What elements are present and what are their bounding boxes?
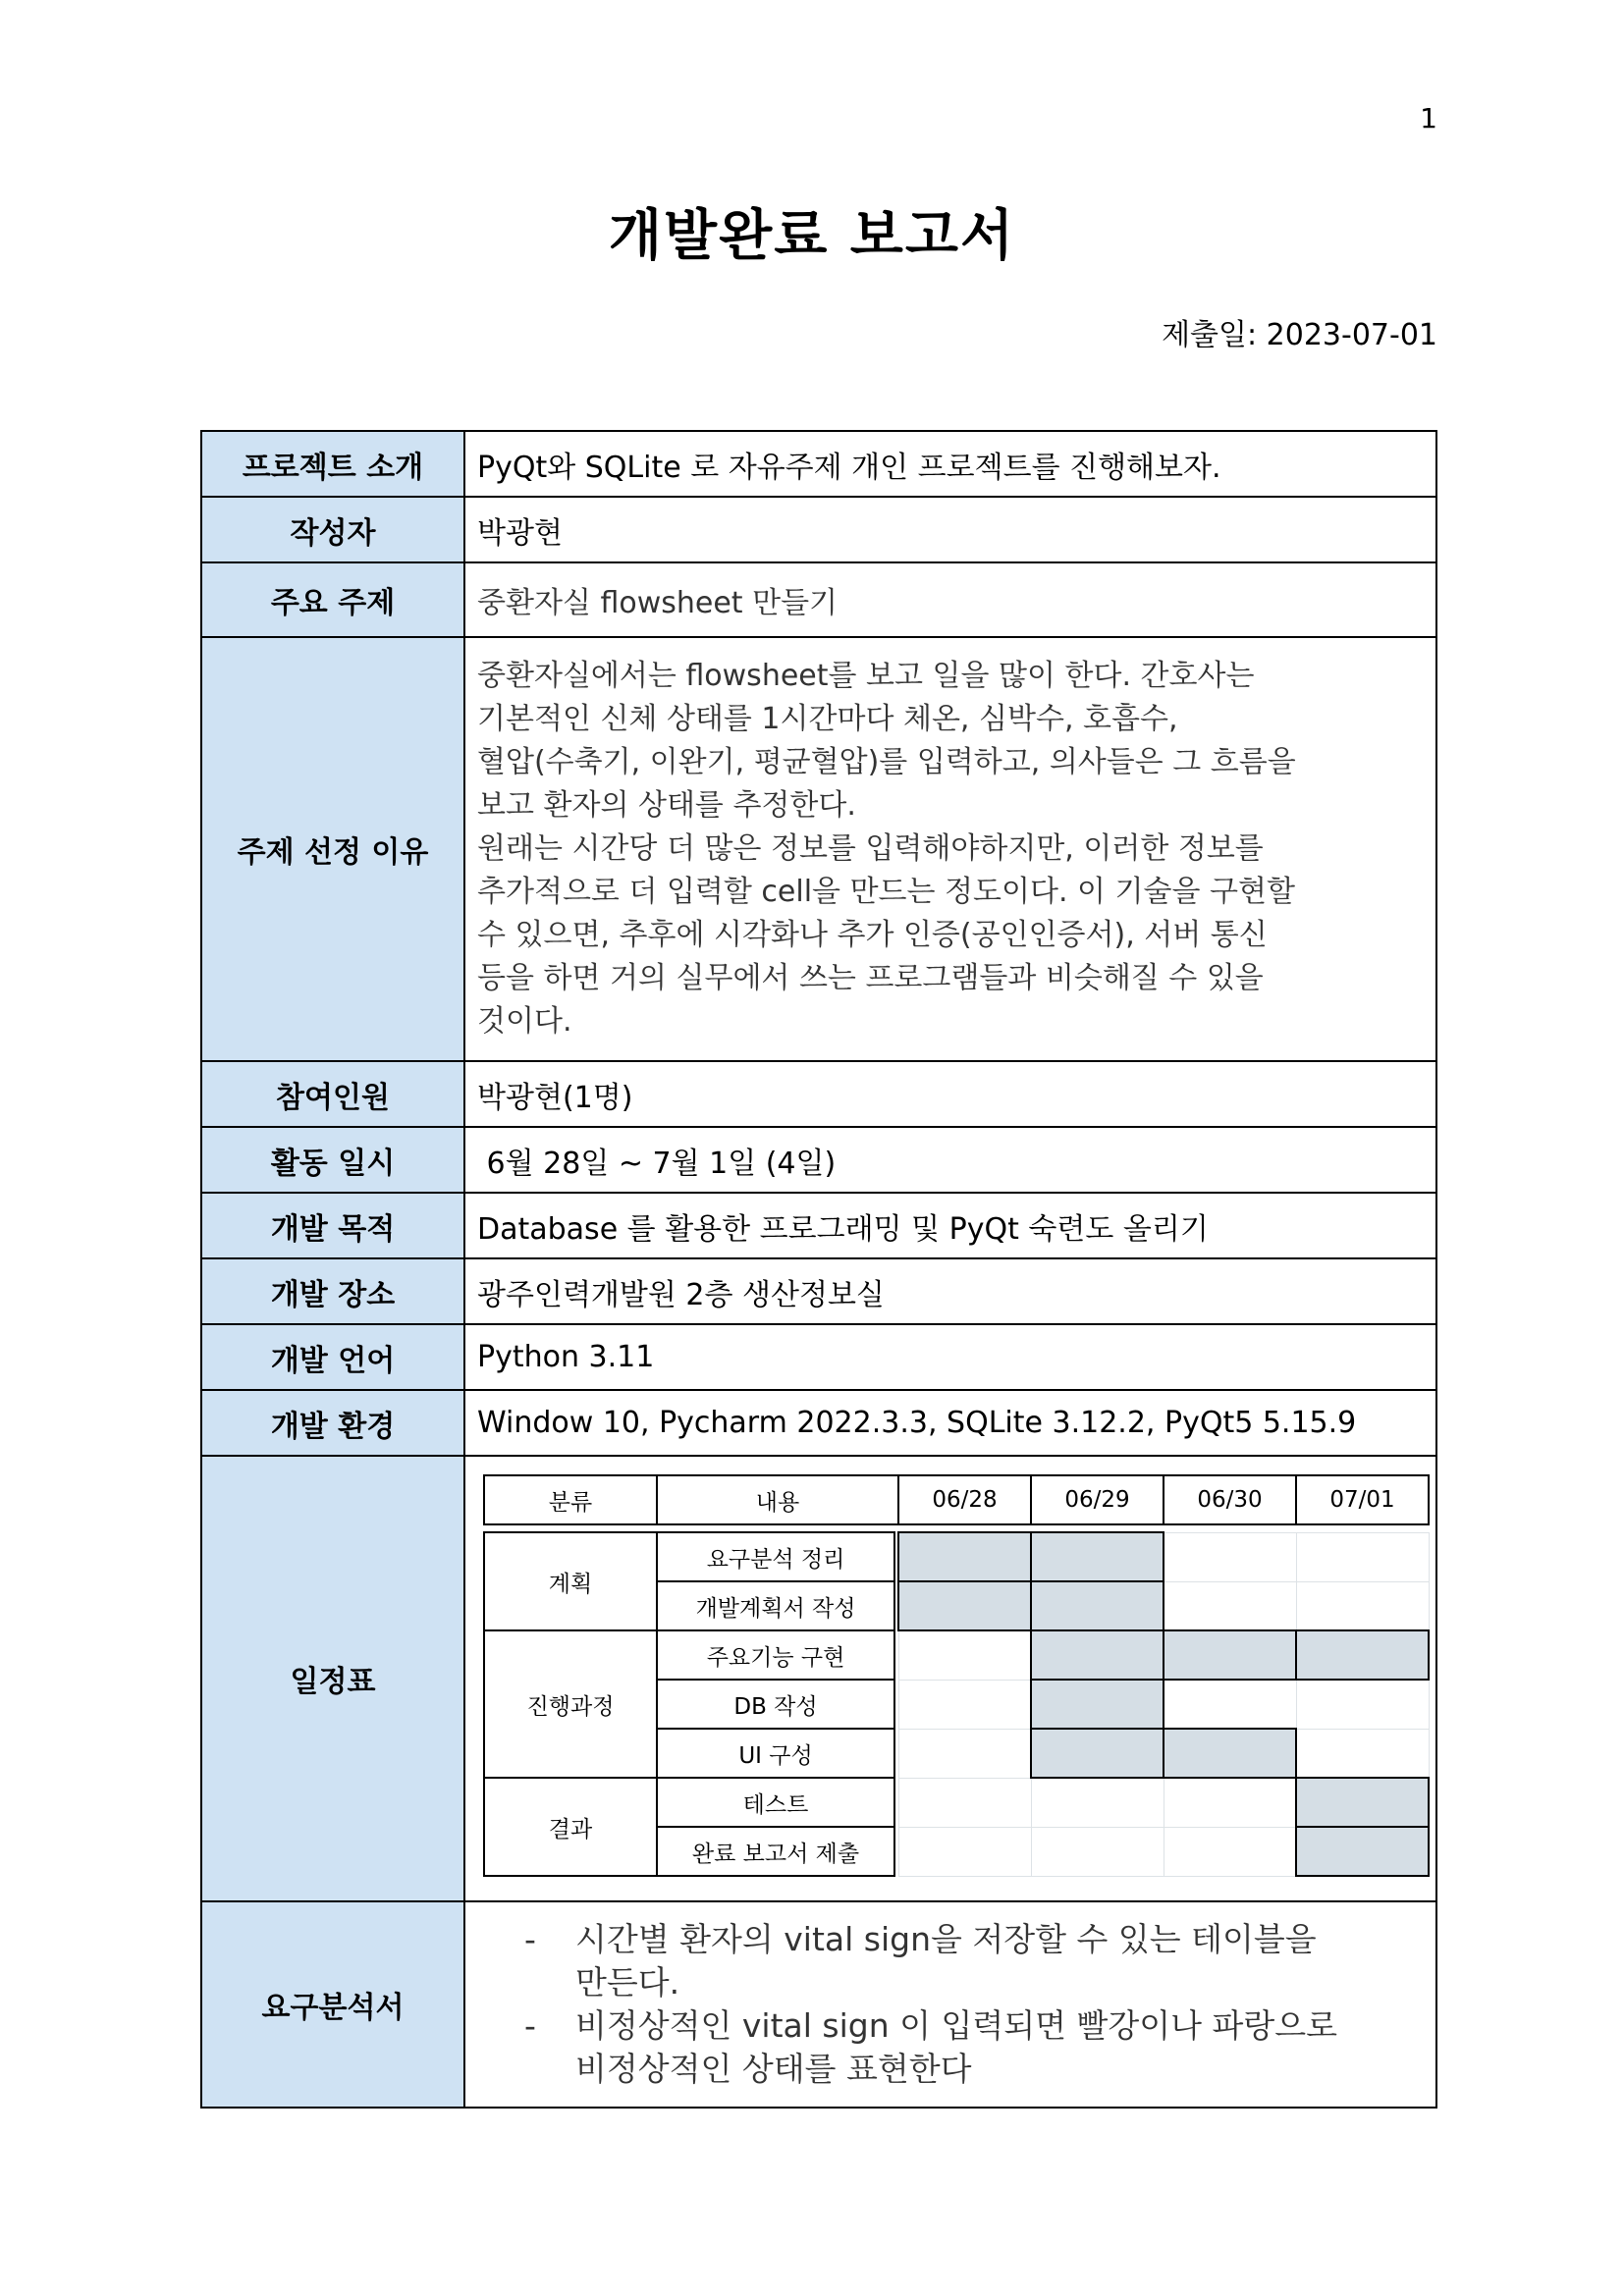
reason-line: 기본적인 신체 상태를 1시간마다 체온, 심박수, 호흡수, [477,702,1178,736]
gantt-cell [1031,1778,1164,1827]
group-plan: 계획 [484,1532,657,1630]
schedule-cell [464,1456,1436,1901]
value-environment: Window 10, Pycharm 2022.3.3, SQLite 3.12.2, PyQt5 5.15.9 [464,1390,1436,1456]
bullet-dash: - [524,1920,536,1958]
reason-line: 등을 하면 거의 실무에서 쓰는 프로그램들과 비슷해질 수 있을 [477,961,1264,995]
gantt-cell [1164,1680,1296,1729]
gantt-cell [1296,1827,1429,1876]
value-requirements [464,1901,1436,2108]
gantt-cell [1031,1827,1164,1876]
header-date: 06/28 [898,1475,1031,1524]
label-topic: 주요 주제 [201,562,464,637]
gantt-cell [1164,1532,1296,1581]
label-intro: 프로젝트 소개 [201,431,464,497]
task-name: 요구분석 정리 [657,1532,894,1581]
value-topic: 중환자실 flowsheet 만들기 [464,562,1436,637]
task-name: 개발계획서 작성 [657,1581,894,1630]
gantt-cell [1164,1827,1296,1876]
bullet-dash: - [524,2006,536,2045]
gantt-cell [898,1827,1031,1876]
reason-line: 혈압(수축기, 이완기, 평균혈압)를 입력하고, 의사들은 그 흐름을 [477,745,1296,779]
row-language [201,1324,1436,1390]
value-author: 박광현 [464,497,1436,562]
reason-line: 중환자실에서는 flowsheet를 보고 일을 많이 한다. 간호사는 [477,659,1255,693]
row-schedule [201,1456,1436,1901]
reason-line: 추가적으로 더 입력할 cell을 만드는 정도이다. 이 기술을 구현할 [477,875,1295,909]
gantt-cell [898,1680,1031,1729]
gantt-cell [1031,1729,1164,1778]
document-title: 개발완료 보고서 [608,204,1016,268]
label-purpose: 개발 목적 [201,1193,464,1258]
task-name: 완료 보고서 제출 [657,1827,894,1876]
header-date: 06/29 [1031,1475,1164,1524]
schedule-table [483,1474,1430,1877]
label-reason: 주제 선정 이유 [201,637,464,1061]
gantt-cell [1296,1680,1429,1729]
label-schedule: 일정표 [201,1456,464,1901]
header-content: 내용 [657,1475,898,1524]
header-date: 06/30 [1164,1475,1296,1524]
gantt-cell [898,1729,1031,1778]
row-reason [201,637,1436,1061]
requirement-item [465,1918,1435,2004]
schedule-header-row [484,1475,1429,1524]
reason-line: 원래는 시간당 더 많은 정보를 입력해야하지만, 이러한 정보를 [477,831,1264,866]
gantt-cell [1296,1778,1429,1827]
value-reason [464,637,1436,1061]
requirement-item [465,2004,1435,2091]
page-number: 1 [1420,102,1437,134]
row-author [201,497,1436,562]
row-place [201,1258,1436,1324]
gantt-cell [1296,1532,1429,1581]
row-topic [201,562,1436,637]
requirement-line: 시간별 환자의 vital sign을 저장할 수 있는 테이블을 [575,1920,1317,1958]
row-requirements [201,1901,1436,2108]
value-language: Python 3.11 [464,1324,1436,1390]
gantt-cell [1164,1729,1296,1778]
gantt-cell [1164,1581,1296,1630]
label-members: 참여인원 [201,1061,464,1127]
gantt-cell [1164,1630,1296,1680]
requirements-list [465,1918,1435,2091]
gantt-cell [1296,1630,1429,1680]
requirement-line: 비정상적인 vital sign 이 입력되면 빨강이나 파랑으로 [575,2006,1337,2045]
row-period [201,1127,1436,1193]
label-author: 작성자 [201,497,464,562]
requirement-line: 만든다. [575,1963,680,2002]
gantt-cell [898,1532,1031,1581]
schedule-row [484,1630,1429,1680]
group-progress: 진행과정 [484,1630,657,1778]
requirement-line: 비정상적인 상태를 표현한다 [575,2050,972,2088]
gantt-cell [1031,1532,1164,1581]
label-environment: 개발 환경 [201,1390,464,1456]
gantt-cell [1296,1729,1429,1778]
schedule-row [484,1778,1429,1827]
value-intro: PyQt와 SQLite 로 자유주제 개인 프로젝트를 진행해보자. [464,431,1436,497]
header-date: 07/01 [1296,1475,1429,1524]
report-table [200,430,1437,2109]
label-language: 개발 언어 [201,1324,464,1390]
gantt-cell [1164,1778,1296,1827]
gantt-cell [1031,1680,1164,1729]
task-name: UI 구성 [657,1729,894,1778]
gantt-cell [898,1630,1031,1680]
row-intro [201,431,1436,497]
group-result: 결과 [484,1778,657,1876]
schedule-row [484,1532,1429,1581]
gantt-cell [1031,1581,1164,1630]
row-purpose [201,1193,1436,1258]
row-environment [201,1390,1436,1456]
reason-line: 보고 환자의 상태를 추정한다. [477,788,856,823]
header-category: 분류 [484,1475,657,1524]
gantt-cell [898,1778,1031,1827]
value-period: 6월 28일 ~ 7월 1일 (4일) [464,1127,1436,1193]
task-name: DB 작성 [657,1680,894,1729]
gantt-cell [898,1581,1031,1630]
label-period: 활동 일시 [201,1127,464,1193]
label-requirements: 요구분석서 [201,1901,464,2108]
task-name: 주요기능 구현 [657,1630,894,1680]
gantt-cell [1296,1581,1429,1630]
reason-line: 수 있으면, 추후에 시각화나 추가 인증(공인인증서), 서버 통신 [477,918,1268,952]
value-place: 광주인력개발원 2층 생산정보실 [464,1258,1436,1324]
gantt-cell [1031,1630,1164,1680]
row-members [201,1061,1436,1127]
value-purpose: Database 를 활용한 프로그래밍 및 PyQt 숙련도 올리기 [464,1193,1436,1258]
label-place: 개발 장소 [201,1258,464,1324]
value-members: 박광현(1명) [464,1061,1436,1127]
reason-line: 것이다. [477,1004,572,1039]
submit-date: 제출일: 2023-07-01 [1162,318,1437,352]
task-name: 테스트 [657,1778,894,1827]
